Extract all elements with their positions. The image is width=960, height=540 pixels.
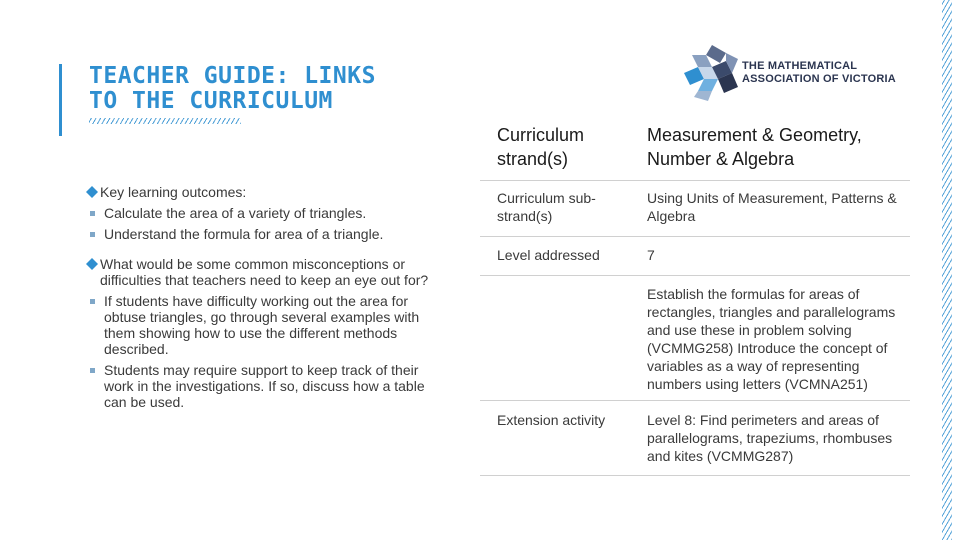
table-header-label: Curriculum strand(s) xyxy=(480,116,630,181)
square-bullet-icon xyxy=(90,232,95,237)
list-item: If students have difficulty working out the area for obtuse triangles, go through several examples with them showing how to use the different methods described. xyxy=(86,293,436,357)
page-title-line2: TO THE CURRICULUM xyxy=(89,88,333,114)
row-value: Using Units of Measurement, Patterns & Algebra xyxy=(630,181,910,237)
teacher-notes xyxy=(86,184,436,410)
page-title xyxy=(89,64,449,114)
square-bullet-icon xyxy=(90,211,95,216)
list-item: Calculate the area of a variety of triangles. xyxy=(86,205,436,221)
diamond-bullet-icon xyxy=(86,186,98,198)
mav-logo-line2: ASSOCIATION OF VICTORIA xyxy=(742,73,896,85)
page-title-line1: TEACHER GUIDE: LINKS xyxy=(89,63,376,89)
list-item: Students may require support to keep track of their work in the investigations. If so, discuss how a table can be used. xyxy=(86,362,436,410)
title-accent-bar xyxy=(59,64,62,136)
diamond-bullet-icon xyxy=(86,258,98,270)
table-row xyxy=(480,401,910,476)
row-label xyxy=(480,276,630,401)
row-label: Extension activity xyxy=(480,401,630,476)
row-label: Curriculum sub-strand(s) xyxy=(480,181,630,237)
row-label: Level addressed xyxy=(480,237,630,276)
table-row xyxy=(480,276,910,401)
outcomes-heading: Key learning outcomes: xyxy=(86,184,436,200)
title-underline-hatch xyxy=(89,118,241,124)
mav-logo-wordmark xyxy=(742,60,896,86)
curriculum-table xyxy=(480,116,910,476)
square-bullet-icon xyxy=(90,368,95,373)
mav-logo-line1: THE MATHEMATICAL xyxy=(742,60,858,72)
misconceptions-heading: What would be some common misconceptions or difficulties that teachers need to keep an eye out for? xyxy=(86,256,436,288)
right-edge-hatch xyxy=(942,0,952,540)
table-header-value: Measurement & Geometry, Number & Algebra xyxy=(630,116,910,181)
row-value: Level 8: Find perimeters and areas of parallelograms, trapeziums, rhombuses and kites (VCMMG287) xyxy=(630,401,910,476)
table-header-row xyxy=(480,116,910,181)
list-item: Understand the formula for area of a triangle. xyxy=(86,226,436,242)
table-row xyxy=(480,181,910,237)
row-value: 7 xyxy=(630,237,910,276)
table-row xyxy=(480,237,910,276)
row-value: Establish the formulas for areas of rectangles, triangles and parallelograms and use these in problem solving (VCMMG258) Introduce the concept of variables as a way of representing numbers using letters (VCMNA251) xyxy=(630,276,910,401)
square-bullet-icon xyxy=(90,299,95,304)
